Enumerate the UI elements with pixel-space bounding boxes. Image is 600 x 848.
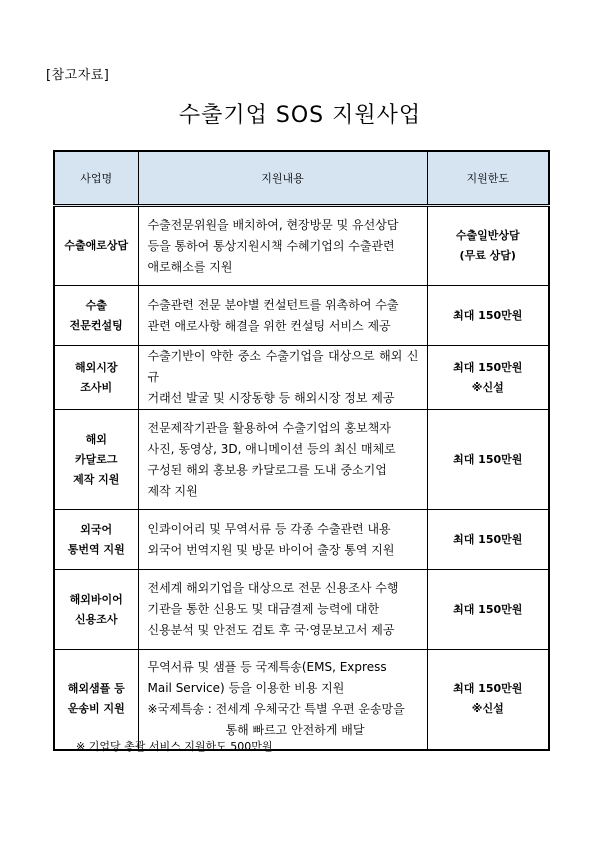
description-line: 등을 통하여 통상지원시책 수혜기업의 수출관련 [147, 238, 395, 253]
description-line: 거래선 발굴 및 시장동향 등 해외시장 정보 제공 [147, 391, 395, 405]
column-header-content: 지원내용 [138, 151, 427, 206]
description-line: 수출관련 전문 분야별 컨설턴트를 위촉하여 수출 [147, 297, 399, 312]
description-line: 제작 지원 [147, 483, 198, 498]
support-limit-cell [427, 650, 549, 750]
program-name: 운송비 지원 [67, 702, 125, 716]
description-line: 관련 애로사항 해결을 위한 컨설팅 서비스 제공 [147, 318, 391, 333]
support-limit: 최대 150만원 [453, 452, 523, 466]
description-line: 사진, 동영상, 3D, 애니메이션 등의 최신 매체로 [147, 441, 396, 456]
description-line: 무역서류 및 샘플 등 국제특송(EMS, Express [147, 660, 387, 675]
program-name: 조사비 [80, 380, 113, 394]
program-name: 해외 [85, 432, 107, 446]
table-row [54, 510, 549, 570]
program-name-cell [54, 510, 138, 570]
description-line: 전문제작기관을 활용하여 수출기업의 홍보책자 [147, 420, 391, 435]
program-name: 카달로그 [74, 452, 118, 466]
support-limit-cell [427, 286, 549, 346]
reference-tag: [참고자료] [46, 68, 110, 83]
support-limit: 최대 150만원 [453, 308, 523, 322]
program-description-cell [138, 410, 427, 510]
support-limit-cell [427, 346, 549, 410]
table-row [54, 570, 549, 650]
description-line: 수출전문위원을 배치하여, 현장방문 및 유선상담 [147, 217, 399, 232]
column-header-limit: 지원한도 [427, 151, 549, 206]
description-line: 구성된 해외 홍보용 카달로그를 도내 중소기업 [147, 462, 387, 477]
footnote: ※ 기업당 총괄 서비스 지원한도 500만원 [76, 740, 273, 753]
support-limit: 최대 150만원 [453, 602, 523, 616]
program-name-cell [54, 286, 138, 346]
table-row [54, 206, 549, 286]
support-limit: 최대 150만원 [453, 532, 523, 546]
column-header-program: 사업명 [54, 151, 138, 206]
table-row [54, 346, 549, 410]
support-limit-cell [427, 570, 549, 650]
support-limit-note: ※신설 [471, 380, 504, 394]
program-name: 수출 [85, 298, 107, 312]
program-description-cell [138, 570, 427, 650]
description-line: 애로해소를 지원 [147, 259, 233, 274]
support-limit-cell [427, 510, 549, 570]
description-line: 인콰이어리 및 무역서류 등 각종 수출관련 내용 [147, 521, 391, 536]
program-description-cell [138, 206, 427, 286]
program-name: 외국어 [80, 522, 113, 536]
program-name: 전문컨설팅 [69, 318, 123, 332]
support-limit-note: ※신설 [471, 702, 504, 716]
description-line: Mail Service) 등을 이용한 비용 지원 [147, 681, 345, 696]
table-row [54, 286, 549, 346]
program-name: 해외시장 [74, 360, 118, 374]
program-name: 수출애로상담 [64, 239, 129, 252]
support-limit: 최대 150만원 [453, 682, 523, 696]
program-name-cell [54, 346, 138, 410]
table-row [54, 410, 549, 510]
program-name-cell [54, 410, 138, 510]
table-header-row [54, 151, 549, 206]
program-name: 제작 지원 [73, 472, 120, 486]
description-note-line: ※국제특송 : 전세계 우체국간 특별 우편 운송망을 [147, 702, 405, 717]
program-description-cell [138, 650, 427, 750]
support-limit: 수출일반상담 [455, 229, 520, 242]
program-name-cell [54, 206, 138, 286]
program-name-cell [54, 650, 138, 750]
table-row [54, 650, 549, 750]
description-note-continuation: 통해 빠르고 안전하게 배달 [225, 723, 365, 738]
support-limit: 최대 150만원 [453, 360, 523, 374]
support-limit-cell [427, 206, 549, 286]
description-line: 수출기반이 약한 중소 수출기업을 대상으로 해외 신규 [147, 349, 419, 384]
description-line: 외국어 번역지원 및 방문 바이어 출장 통역 지원 [147, 542, 395, 557]
description-line: 기관을 통한 신용도 및 대금결제 능력에 대한 [147, 602, 380, 616]
description-line: 전세계 해외기업을 대상으로 전문 신용조사 수행 [147, 581, 399, 595]
program-description-cell [138, 510, 427, 570]
description-line: 신용분석 및 안전도 검토 후 국·영문보고서 제공 [147, 623, 395, 637]
support-program-table [53, 150, 550, 751]
program-description-cell [138, 346, 427, 410]
program-name: 신용조사 [74, 612, 118, 626]
support-limit-note: (무료 상담) [459, 249, 516, 262]
program-name-cell [54, 570, 138, 650]
support-limit-cell [427, 410, 549, 510]
program-name: 통번역 지원 [67, 542, 125, 556]
document-title: 수출기업 SOS 지원사업 [178, 103, 422, 128]
program-description-cell [138, 286, 427, 346]
program-name: 해외바이어 [69, 592, 123, 606]
program-name: 해외샘플 등 [67, 682, 125, 696]
